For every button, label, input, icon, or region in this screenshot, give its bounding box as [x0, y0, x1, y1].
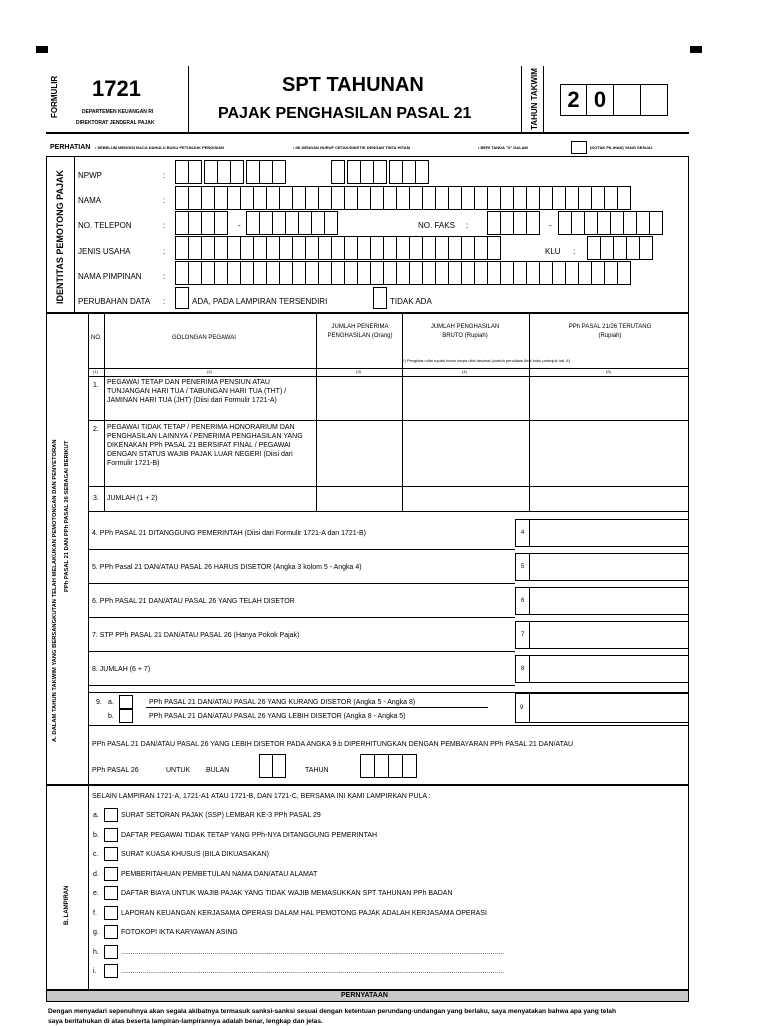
lampiran-letter: a.: [93, 812, 99, 819]
pimpinan-input[interactable]: [175, 261, 630, 285]
nama-label: NAMA: [78, 196, 102, 205]
jenis-usaha-label: JENIS USAHA: [78, 247, 131, 256]
summary-line-label: 4. PPh PASAL 21 DITANGGUNG PEMERINTAH (Diisi dari Formulir 1721-A dan 1721-B): [92, 530, 366, 537]
npwp-input[interactable]: [175, 160, 285, 184]
summary-line-label: 6. PPh PASAL 21 DAN/ATAU PASAL 26 YANG TELAH DISETOR: [92, 598, 295, 605]
year-digit[interactable]: 2: [560, 84, 587, 116]
identity-section-label: IDENTITAS PEMOTONG PAJAK: [55, 169, 65, 304]
lampiran-checkbox[interactable]: [104, 906, 118, 920]
year-label: TAHUN TAKWIM: [530, 68, 539, 130]
lebih-pph26: PPh PASAL 26: [92, 767, 139, 774]
row9b-letter: b.: [108, 713, 114, 720]
section-a-label: A. DALAM TAHUN TAKWIM YANG BERSANGKUTAN TELAH MELAKUKAN PEMOTONGAN DAN PENYETORAN: [52, 439, 58, 742]
lampiran-text: FOTOKOPI IKTA KARYAWAN ASING: [121, 929, 238, 936]
lampiran-checkbox[interactable]: [104, 945, 118, 959]
lampiran-letter: b.: [93, 831, 99, 839]
klu-input[interactable]: [587, 236, 652, 260]
summary-line-number: 4: [515, 519, 530, 547]
lampiran-text: LAPORAN KEUANGAN KERJASAMA OPERASI DALAM HAL PEMOTONG PAJAK ADALAH KERJASAMA OPERASI: [121, 909, 487, 917]
lampiran-text: DAFTAR PEGAWAI TIDAK TETAP YANG PPh-NYA DITANGGUNG PEMERINTAH: [121, 831, 378, 839]
row9b-checkbox[interactable]: [119, 709, 133, 723]
row9a-text: PPh PASAL 21 DAN/ATAU PASAL 26 YANG KURANG DISETOR (Angka 5 - Angka 8): [149, 699, 416, 706]
pernyataan-text-2: saya beritahukan di atas beserta lampiran-lampirannya adalah benar, lengkap dan jelas.: [48, 1018, 323, 1025]
section-b-label: B. LAMPIRAN: [64, 885, 70, 925]
perubahan-label: PERUBAHAN DATA: [78, 297, 151, 306]
lampiran-checkbox[interactable]: [104, 847, 118, 861]
klu-label: KLU: [545, 247, 561, 256]
lampiran-checkbox[interactable]: [104, 964, 118, 978]
lampiran-text: SURAT KUASA KHUSUS (BILA DIKUASAKAN): [121, 851, 269, 858]
lebih-line1: PPh PASAL 21 DAN/ATAU PASAL 26 YANG LEBIH DISETOR PADA ANGKA 9.b DIPERHITUNGKAN DENGAN PEMBAYARAN PPh PASAL 21 DAN/ATAU: [92, 741, 574, 748]
dept-line2: DIREKTORAT JENDERAL PAJAK: [76, 120, 155, 126]
lampiran-letter: e.: [93, 890, 99, 897]
telepon-area-input[interactable]: [175, 211, 227, 235]
npwp-label: NPWP: [78, 171, 102, 180]
lampiran-letter: d.: [93, 870, 99, 878]
notice-label: PERHATIAN: [50, 144, 91, 151]
lampiran-text: PEMBERITAHUAN PEMBETULAN NAMA DAN/ATAU ALAMAT: [121, 870, 318, 878]
row9b-text: PPh PASAL 21 DAN/ATAU PASAL 26 YANG LEBIH DISETOR (Angka 8 - Angka 5): [149, 713, 406, 720]
faks-number-input[interactable]: [558, 211, 662, 235]
summary-line-amount[interactable]: [529, 553, 689, 581]
row9a-letter: a.: [108, 699, 114, 706]
lampiran-checkbox[interactable]: [104, 867, 118, 881]
row-text: PEGAWAI TIDAK TETAP / PENERIMA HONORARIUM DAN PENGHASILAN LAINNYA / PENERIMA PENGHASILAN YANG DIKENAKAN PPh PASAL 21 BERSIFAT FINAL / PEGAWAI DENGAN STATUS WAJIB PAJAK LUAR NEGERI (Diisi dari Formulir 1721-B): [107, 424, 303, 468]
summary-line-label: 7. STP PPh PASAL 21 DAN/ATAU PASAL 26 (Hanya Pokok Pajak): [92, 632, 300, 639]
telepon-number-input[interactable]: [246, 211, 337, 235]
nama-input[interactable]: [175, 186, 630, 210]
notice-item: • SEBELUM MENGISI BACA DAHULU BUKU PETUNJUK PENGISIAN: [95, 145, 225, 150]
summary-line-number: 8: [515, 655, 530, 683]
section-a-label-2: PPh PASAL 21 DAN PPh PASAL 26 SEBAGAI BERIKUT: [64, 440, 70, 592]
lampiran-checkbox[interactable]: [104, 925, 118, 939]
row9a-checkbox[interactable]: [119, 695, 133, 709]
perubahan-tidak-label: TIDAK ADA: [390, 297, 432, 306]
col-jumlah-penerima: JUMLAH PENERIMA PENGHASILAN (Orang): [327, 324, 393, 339]
notice-item: • BERI TANDA "X" DALAM: [478, 145, 528, 150]
pimpinan-label: NAMA PIMPINAN: [78, 272, 142, 281]
summary-line-amount[interactable]: [529, 587, 689, 615]
col-no: NO.: [91, 335, 102, 341]
lampiran-text: SURAT SETORAN PAJAK (SSP) LEMBAR KE-3 PPh PASAL 29: [121, 812, 321, 819]
pernyataan-text: Dengan menyadari sepenuhnya akan segala akibatnya termasuk sanksi-sanksi sesuai dengan ketentuan perundang-undangan yang berlaku, saya menyatakan bahwa apa yang telah: [48, 1008, 616, 1015]
col-jumlah-bruto: JUMLAH PENGHASILAN BRUTO (Rupiah): [430, 324, 500, 339]
lebih-untuk: UNTUK: [166, 767, 191, 774]
telepon-label: NO. TELEPON: [78, 221, 132, 230]
lampiran-letter: h.: [93, 948, 99, 956]
lampiran-text: .....................................................................................................................................................................................................: [121, 968, 505, 975]
rupiah-note: *) Pengisian nilai rupiah harus tanpa nilai desimal (contoh penulisan lihat buku petunjuk hal. 6): [403, 358, 570, 363]
summary-line-number: 6: [515, 587, 530, 615]
registration-mark-right: [690, 46, 702, 53]
formulir-label: FORMULIR: [50, 75, 59, 118]
lampiran-text: DAFTAR BIAYA UNTUK WAJIB PAJAK YANG TIDAK WAJIB MEMASUKKAN SPT TAHUNAN PPh BADAN: [121, 890, 453, 897]
notice-item: (KOTAK PILIHAN) YANG SESUAI: [590, 145, 652, 150]
year-digit[interactable]: [614, 84, 641, 116]
row-text: JUMLAH (1 + 2): [107, 495, 158, 502]
row9-no: 9.: [96, 699, 102, 706]
summary-line-amount[interactable]: [529, 519, 689, 547]
row-no: 2.: [93, 426, 99, 433]
faks-label: NO. FAKS: [418, 221, 455, 230]
summary-line-label: 8. JUMLAH (6 + 7): [92, 666, 151, 673]
lampiran-intro: SELAIN LAMPIRAN 1721-A, 1721-A1 ATAU 1721-B, DAN 1721-C, BERSAMA INI KAMI LAMPIRKAN PULA :: [92, 793, 431, 800]
lebih-bulan: BULAN: [206, 767, 230, 774]
summary-line-amount[interactable]: [529, 655, 689, 683]
year-input[interactable]: [560, 84, 668, 116]
lampiran-checkbox[interactable]: [104, 828, 118, 842]
lampiran-letter: f.: [93, 909, 97, 917]
dept-line1: DEPARTEMEN KEUANGAN RI: [82, 109, 154, 115]
sample-checkbox: [571, 141, 587, 154]
faks-area-input[interactable]: [487, 211, 539, 235]
lampiran-checkbox[interactable]: [104, 808, 118, 822]
row-text: PEGAWAI TETAP DAN PENERIMA PENSIUN ATAU TUNJANGAN HARI TUA / TABUNGAN HARI TUA (THT) / JAMINAN HARI TUA (JHT) (Diisi dari Formulir 1721-A): [107, 379, 287, 405]
col-pph: PPh PASAL 21/26 TERUTANG (Rupiah): [568, 324, 652, 339]
tahun-input[interactable]: [360, 754, 416, 778]
col-golongan: GOLONGAN PEGAWAI: [172, 335, 236, 341]
lampiran-checkbox[interactable]: [104, 886, 118, 900]
lampiran-letter: i.: [93, 968, 97, 975]
form-title: SPT TAHUNAN: [282, 74, 424, 96]
row9-num: 9: [520, 705, 524, 711]
notice-item: • ISI DENGAN HURUF CETAK/DIKETIK DENGAN TINTA HITAM: [293, 145, 411, 150]
perubahan-ada-label: ADA, PADA LAMPIRAN TERSENDIRI: [192, 297, 328, 306]
year-digit[interactable]: 0: [587, 84, 614, 116]
lampiran-text: .....................................................................................................................................................................................................: [121, 948, 505, 956]
bulan-input[interactable]: [259, 754, 285, 778]
form-subtitle: PAJAK PENGHASILAN PASAL 21: [218, 105, 472, 122]
registration-mark-left: [36, 46, 48, 53]
summary-line-label: 5. PPh Pasal 21 DAN/ATAU PASAL 26 HARUS DISETOR (Angka 3 kolom 5 - Angka 4): [92, 564, 362, 571]
lebih-tahun: TAHUN: [305, 767, 329, 774]
lampiran-letter: g.: [93, 929, 99, 936]
row-no: 3.: [93, 495, 99, 502]
year-digit[interactable]: [641, 84, 668, 116]
jenis-usaha-input[interactable]: [175, 236, 500, 260]
npwp-input-2[interactable]: [331, 160, 428, 184]
lampiran-letter: c.: [93, 851, 99, 858]
form-number: 1721: [92, 76, 141, 101]
summary-line-amount[interactable]: [529, 621, 689, 649]
row9-amount[interactable]: [529, 693, 689, 723]
summary-line-number: 7: [515, 621, 530, 649]
perubahan-ada-checkbox[interactable]: [175, 287, 189, 309]
summary-line-number: 5: [515, 553, 530, 581]
perubahan-tidak-checkbox[interactable]: [373, 287, 387, 309]
pernyataan-title: PERNYATAAN: [341, 992, 388, 999]
row-no: 1.: [93, 382, 99, 389]
